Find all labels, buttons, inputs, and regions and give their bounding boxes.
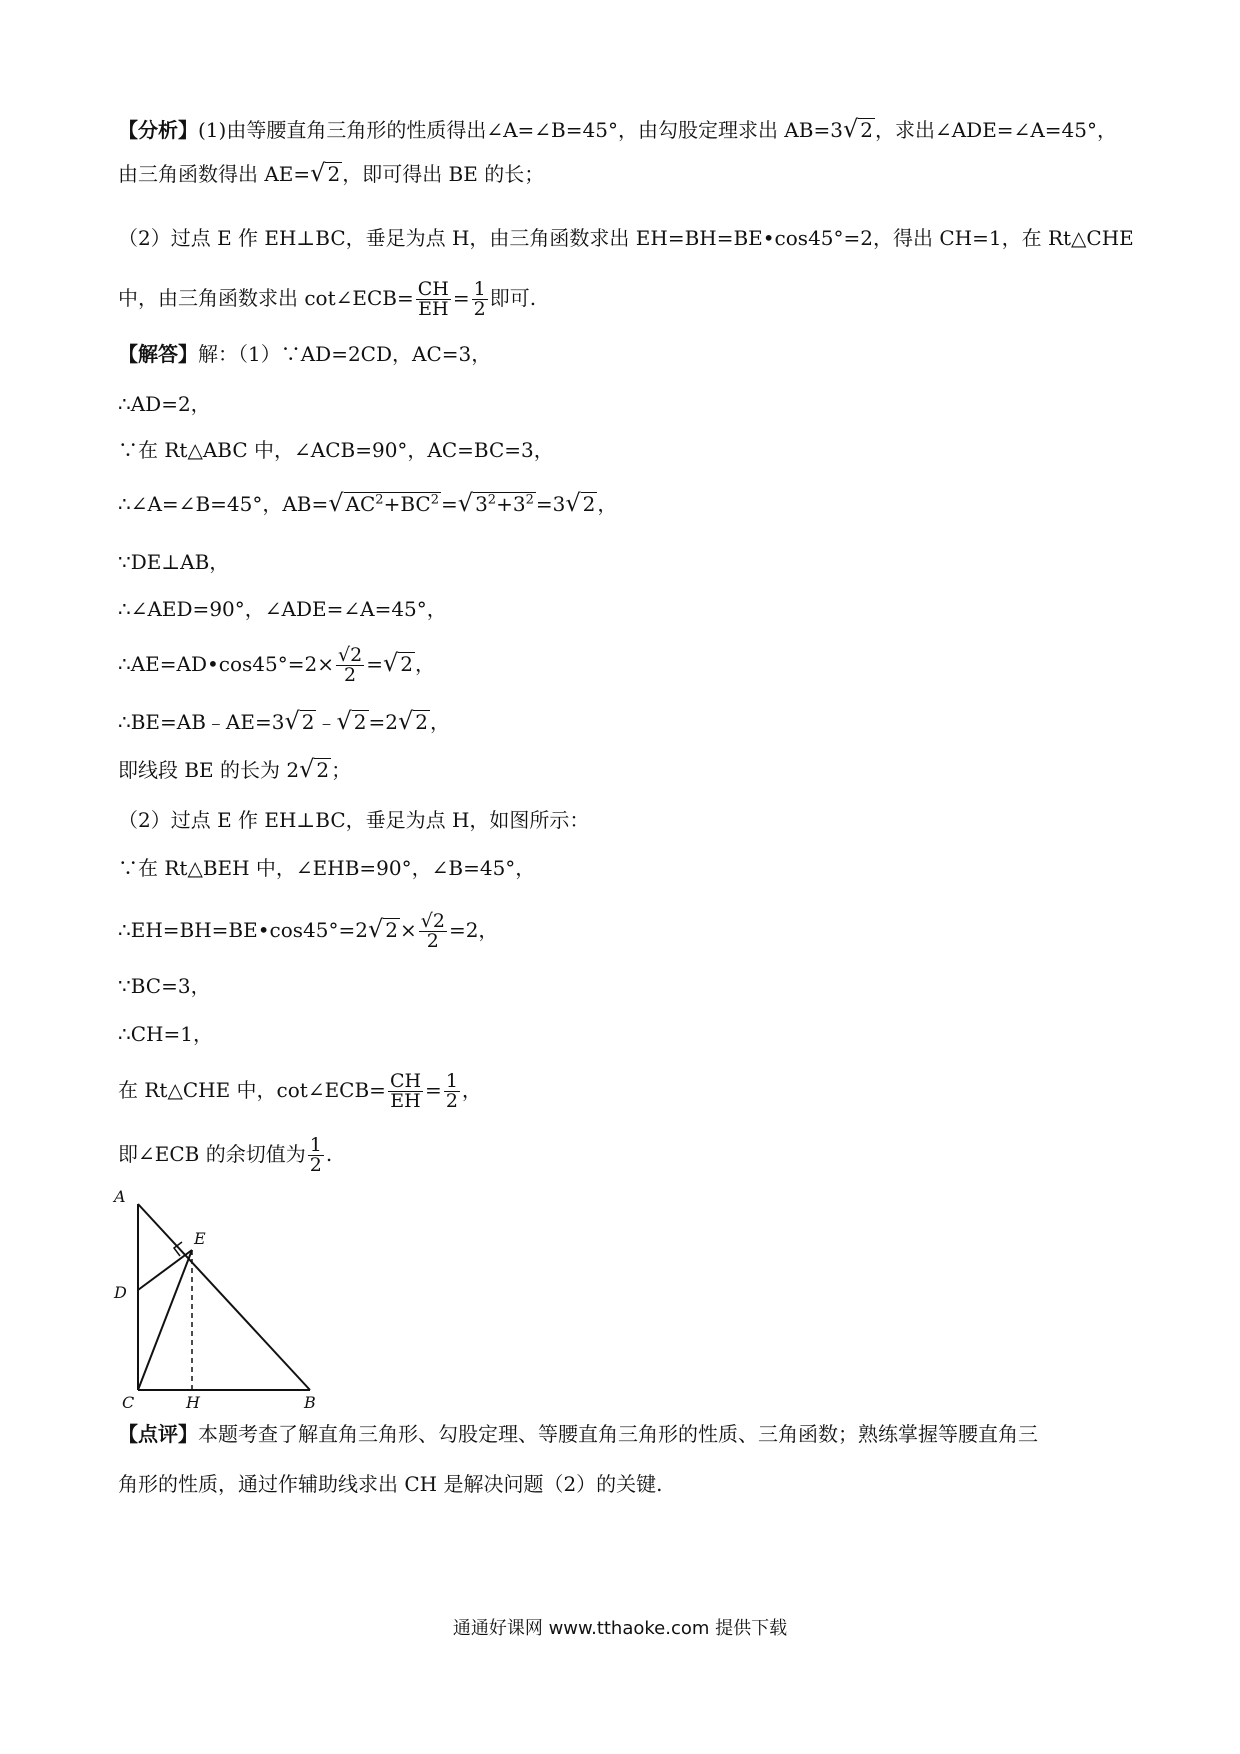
radicand: 2 [400,652,413,676]
radicand: 2 [415,710,429,734]
analysis-tag: 【分析】 [118,118,198,142]
analysis-line-2 [118,160,544,188]
text: =3 [535,492,566,516]
radicand [473,492,536,515]
solution-line-2: ∴AD=2， [118,392,211,416]
text: 即可. [489,286,537,310]
denominator: 2 [344,664,357,686]
label-e: E [194,1229,206,1248]
text: ﹣ [316,710,337,734]
numerator: 1 [445,1070,458,1092]
term: +3 [496,492,526,516]
radicand: 2 [582,492,596,516]
denominator: EH [418,298,449,320]
text: × [399,918,417,942]
text: ， [430,710,451,734]
numerator [336,646,364,666]
solution-line-1 [118,340,491,368]
text: ，求出∠ADE=∠A=45°， [874,118,1117,142]
solution-line-10: （2）过点 E 作 EH⊥BC，垂足为点 H，如图所示： [118,808,590,832]
review-tag: 【点评】 [118,1422,198,1446]
solution-line-14: ∴CH=1， [118,1022,213,1046]
solution-line-9 [118,756,351,784]
solution-line-6: ∴∠AED=90°，∠ADE=∠A=45°， [118,597,447,621]
analysis-line-4 [118,280,536,319]
text: = [425,1078,442,1102]
text: 即线段 BE 的长为 2 [118,758,300,782]
exponent: 2 [487,492,497,508]
solution-line-4 [118,490,617,518]
exponent: 2 [430,492,439,508]
solution-line-5: ∵DE⊥AB， [118,550,230,574]
term: 3 [475,492,488,516]
solution-line-11: ∵在 Rt△BEH 中，∠EHB=90°，∠B=45°， [118,856,536,880]
fraction [419,912,447,951]
denominator: EH [390,1090,421,1112]
sqrt-sign: √ [310,159,326,187]
footer: 通通好课网 www.tthaoke.com 提供下载 [452,1618,788,1639]
text: ； [331,758,352,782]
term: AC [345,492,376,516]
fraction [308,1136,324,1175]
text: 即∠ECB 的余切值为 [118,1142,306,1166]
analysis-line-1 [118,116,1117,144]
text: . [325,1142,333,1166]
label-h: H [186,1393,200,1410]
sqrt-sign: √ [382,649,399,677]
fraction [388,1072,423,1111]
text: = [441,492,458,516]
radicand: 2 [301,710,315,734]
radicand: 2 [327,162,341,186]
text: 本题考查了解直角三角形、勾股定理、等腰直角三角形的性质、三角函数；熟练掌握等腰直角三 [198,1422,1038,1446]
denominator: 2 [309,1154,322,1176]
analysis-line-3: （2）过点 E 作 EH⊥BC，垂足为点 H，由三角函数求出 EH=BH=BE•cos45°=2，得出 CH=1，在 Rt△CHE [118,226,1134,250]
sqrt-sign: √ [420,910,433,932]
exponent: 2 [525,492,534,508]
text: =2 [368,710,398,734]
numerator: CH [417,278,449,300]
sqrt-sign: √ [328,489,344,517]
text: ∴∠A=∠B=45°，AB= [118,492,329,516]
sqrt-sign: √ [457,489,474,517]
solution-line-13: ∵BC=3， [118,974,211,998]
radicand: 2 [316,758,330,782]
text: (1)由等腰直角三角形的性质得出∠A=∠B=45°，由勾股定理求出 AB=3 [198,118,843,142]
text: ， [597,492,618,516]
text: ∴BE=AB﹣AE=3 [118,710,285,734]
numerator: 1 [473,278,486,300]
radicand: 2 [353,710,367,734]
text: ，即可得出 BE 的长； [342,162,545,186]
solution-line-7 [118,646,435,685]
radicand: 2 [860,118,873,142]
text: ∴AE=AD•cos45°=2× [118,652,334,676]
text: = [452,286,470,310]
denominator: 2 [473,298,486,320]
sqrt-sign: √ [565,489,581,517]
sqrt-sign: √ [284,707,300,735]
solution-line-16 [118,1136,332,1175]
solution-line-3: ∵在 Rt△ABC 中，∠ACB=90°，AC=BC=3， [118,438,554,462]
denominator: 2 [426,930,439,952]
fraction [444,1072,460,1111]
text: ∴EH=BH=BE•cos45°=2 [118,918,368,942]
term: +BC [383,492,431,516]
label-d: D [114,1283,127,1302]
sqrt-sign: √ [842,115,859,143]
radicand: 2 [432,910,445,932]
text: ， [415,652,435,676]
radicand [344,492,441,515]
radicand: 2 [350,644,363,666]
numerator: CH [389,1070,422,1092]
solution-tag: 【解答】 [118,342,198,366]
numerator [419,912,447,932]
text: 在 Rt△CHE 中，cot∠ECB= [118,1078,386,1102]
review-line-2: 角形的性质，通过作辅助线求出 CH 是解决问题（2）的关键. [118,1472,663,1496]
solution-line-15 [118,1072,482,1111]
sqrt-sign: √ [367,915,384,943]
fraction [336,646,364,685]
numerator: 1 [309,1134,322,1156]
segment-ab [138,1204,310,1390]
text: ， [461,1078,482,1102]
sqrt-sign: √ [338,644,351,666]
denominator: 2 [445,1090,458,1112]
review-line-1 [118,1420,1038,1448]
solution-line-8 [118,708,450,736]
geometry-figure [110,1190,330,1410]
text: 中，由三角函数求出 cot∠ECB= [118,286,414,310]
sqrt-sign: √ [336,707,352,735]
fraction [472,280,488,319]
text: 由三角函数得出 AE= [118,162,311,186]
sqrt-sign: √ [398,707,414,735]
label-a: A [114,1190,126,1206]
exponent: 2 [375,492,384,508]
fraction [416,280,451,319]
solution-line-12 [118,912,498,951]
text: = [366,652,383,676]
text: =2， [448,918,499,942]
label-b: B [304,1393,316,1410]
radicand: 2 [385,918,398,942]
label-c: C [122,1393,135,1410]
sqrt-sign: √ [299,755,315,783]
text: 解：（1）∵AD=2CD，AC=3， [198,342,492,366]
